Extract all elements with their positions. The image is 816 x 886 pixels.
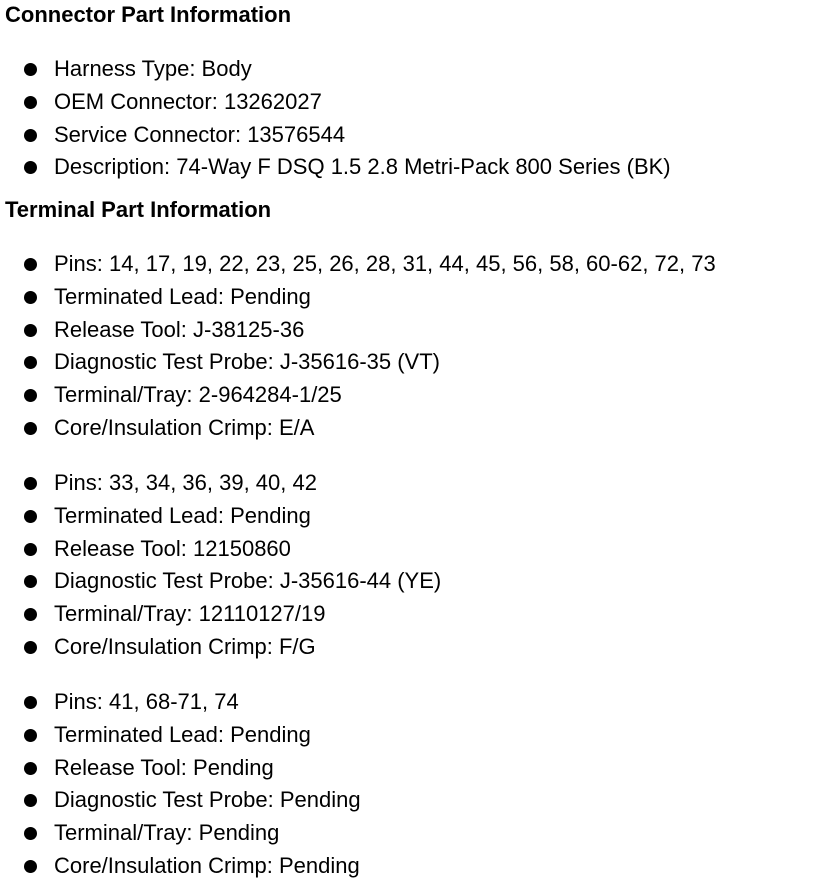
bullet-icon xyxy=(24,258,37,271)
release-tool-text: Release Tool: 12150860 xyxy=(54,535,291,561)
connector-section-title: Connector Part Information xyxy=(5,2,292,27)
list-item xyxy=(0,467,441,500)
pins-text: Pins: 14, 17, 19, 22, 23, 25, 26, 28, 31, 44, 45, 56, 58, 60-62, 72, 73 xyxy=(54,251,716,276)
bullet-icon xyxy=(24,762,37,775)
service-connector-text: Service Connector: 13576544 xyxy=(54,121,346,147)
bullet-icon xyxy=(24,291,37,304)
terminal-group-3 xyxy=(0,686,361,883)
crimp-text: Core/Insulation Crimp: E/A xyxy=(54,414,315,440)
bullet-icon xyxy=(24,827,37,840)
release-tool-text: Release Tool: J-38125-36 xyxy=(54,316,305,342)
list-item xyxy=(0,412,716,445)
diagnostic-probe-text: Diagnostic Test Probe: Pending xyxy=(54,787,361,813)
bullet-icon xyxy=(24,543,37,556)
connector-info-list xyxy=(0,53,671,184)
bullet-icon xyxy=(24,96,37,109)
description-text: Description: 74-Way F DSQ 1.5 2.8 Metri-Pack 800 Series (BK) xyxy=(54,154,671,180)
crimp-text: Core/Insulation Crimp: F/G xyxy=(54,633,316,659)
list-item xyxy=(0,817,361,850)
terminated-lead-text: Terminated Lead: Pending xyxy=(54,502,311,528)
list-item xyxy=(0,346,716,379)
crimp-text: Core/Insulation Crimp: Pending xyxy=(54,852,360,878)
pins-text: Pins: 33, 34, 36, 39, 40, 42 xyxy=(54,470,317,495)
list-item xyxy=(0,631,441,664)
list-item xyxy=(0,565,441,598)
list-item xyxy=(0,53,671,86)
list-item xyxy=(0,719,361,752)
diagnostic-probe-text: Diagnostic Test Probe: J-35616-44 (YE) xyxy=(54,568,442,594)
terminal-group-1 xyxy=(0,248,716,445)
list-item xyxy=(0,500,441,533)
bullet-icon xyxy=(24,129,37,142)
bullet-icon xyxy=(24,389,37,402)
harness-type-text: Harness Type: Body xyxy=(54,56,252,81)
terminal-group-2 xyxy=(0,467,441,664)
release-tool-text: Release Tool: Pending xyxy=(54,754,274,780)
bullet-icon xyxy=(24,860,37,873)
bullet-icon xyxy=(24,696,37,709)
terminal-tray-text: Terminal/Tray: Pending xyxy=(54,820,280,846)
bullet-icon xyxy=(24,324,37,337)
bullet-icon xyxy=(24,477,37,490)
terminal-section-title: Terminal Part Information xyxy=(5,197,272,222)
list-item xyxy=(0,119,671,152)
diagnostic-probe-text: Diagnostic Test Probe: J-35616-35 (VT) xyxy=(54,349,440,375)
terminated-lead-text: Terminated Lead: Pending xyxy=(54,283,311,309)
list-item xyxy=(0,86,671,119)
list-item xyxy=(0,281,716,314)
list-item xyxy=(0,784,361,817)
list-item xyxy=(0,379,716,412)
list-item xyxy=(0,850,361,883)
list-item xyxy=(0,686,361,719)
terminated-lead-text: Terminated Lead: Pending xyxy=(54,721,311,747)
list-item xyxy=(0,533,441,566)
bullet-icon xyxy=(24,161,37,174)
bullet-icon xyxy=(24,608,37,621)
bullet-icon xyxy=(24,510,37,523)
bullet-icon xyxy=(24,729,37,742)
bullet-icon xyxy=(24,422,37,435)
oem-connector-text: OEM Connector: 13262027 xyxy=(54,88,322,114)
bullet-icon xyxy=(24,641,37,654)
bullet-icon xyxy=(24,575,37,588)
terminal-tray-text: Terminal/Tray: 2-964284-1/25 xyxy=(54,382,342,408)
list-item xyxy=(0,598,441,631)
list-item xyxy=(0,314,716,347)
bullet-icon xyxy=(24,63,37,76)
bullet-icon xyxy=(24,794,37,807)
bullet-icon xyxy=(24,356,37,369)
list-item xyxy=(0,752,361,785)
pins-text: Pins: 41, 68-71, 74 xyxy=(54,689,239,714)
terminal-tray-text: Terminal/Tray: 12110127/19 xyxy=(54,601,326,627)
list-item xyxy=(0,248,716,281)
list-item xyxy=(0,151,671,184)
